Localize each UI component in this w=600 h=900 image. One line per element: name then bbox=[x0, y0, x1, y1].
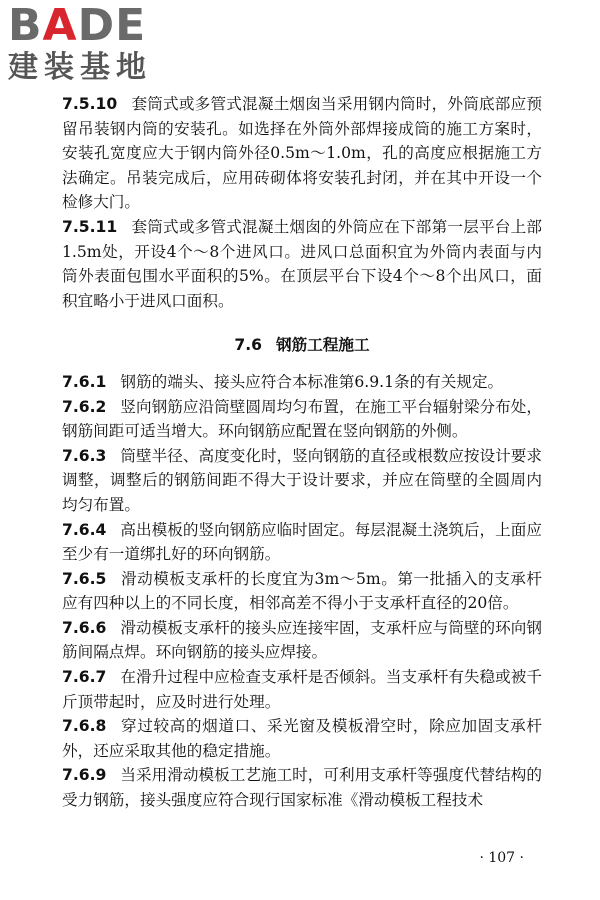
clause-paragraph bbox=[62, 714, 542, 763]
clause-paragraph bbox=[62, 567, 542, 616]
document-body bbox=[62, 92, 542, 813]
clause-text: 穿过较高的烟道口、采光窗及模板滑空时，除应加固支承杆外，还应采取其他的稳定措施。 bbox=[62, 717, 542, 760]
clause-number: 7.6.4 bbox=[62, 520, 107, 539]
clause-number: 7.6.2 bbox=[62, 397, 107, 416]
clause-text: 筒壁半径、高度变化时，竖向钢筋的直径或根数应按设计要求调整，调整后的钢筋间距不得大于设计要求，并应在筒壁的全圆周内均匀布置。 bbox=[62, 446, 542, 514]
clause-text: 滑动模板支承杆的长度宜为3m～5m。第一批插入的支承杆应有四种以上的不同长度，相邻高差不得小于支承杆直径的20倍。 bbox=[62, 569, 542, 613]
logo-subtitle: 建装基地 bbox=[8, 50, 152, 85]
clauses-7-6 bbox=[62, 370, 542, 813]
logo-suffix: DE bbox=[77, 0, 147, 51]
clause-text: 套筒式或多管式混凝土烟囱的外筒应在下部第一层平台上部1.5m处，开设4个～8个进风口。进风口总面积宜为外筒内表面与内筒外表面包围水平面积的5%。在顶层平台下设4个～8个出风口，面积宜略小于进风口面积。 bbox=[62, 217, 542, 310]
brand-logo bbox=[8, 0, 152, 86]
clause-number: 7.5.10 bbox=[62, 95, 118, 113]
clause-number: 7.6.8 bbox=[62, 717, 107, 736]
section-title: 钢筋工程施工 bbox=[276, 336, 370, 355]
clause-text: 钢筋的端头、接头应符合本标准第6.9.1条的有关规定。 bbox=[120, 372, 504, 391]
clause-paragraph bbox=[62, 215, 542, 313]
clause-number: 7.6.5 bbox=[62, 569, 107, 588]
page-number: · 107 · bbox=[479, 850, 524, 866]
logo-prefix: B bbox=[8, 0, 43, 51]
clause-number: 7.5.11 bbox=[62, 217, 118, 236]
clause-paragraph bbox=[62, 665, 542, 714]
clause-number: 7.6.3 bbox=[62, 446, 107, 465]
clauses-7-5 bbox=[62, 92, 542, 313]
clause-paragraph bbox=[62, 763, 542, 812]
clause-number: 7.6.9 bbox=[62, 766, 107, 785]
clause-number: 7.6.1 bbox=[62, 372, 107, 391]
logo-accent-letter: A bbox=[42, 0, 78, 51]
clause-paragraph bbox=[62, 518, 542, 567]
clause-text: 当采用滑动模板工艺施工时，可利用支承杆等强度代替结构的受力钢筋，接头强度应符合现行国家标准《滑动模板工程技术 bbox=[62, 766, 542, 810]
clause-number: 7.6.6 bbox=[62, 618, 107, 637]
clause-text: 竖向钢筋应沿筒壁圆周均匀布置，在施工平台辐射梁分布处，钢筋间距可适当增大。环向钢筋应配置在竖向钢筋的外侧。 bbox=[62, 397, 542, 441]
section-number: 7.6 bbox=[234, 336, 263, 355]
clause-paragraph bbox=[62, 616, 542, 665]
logo-wordmark bbox=[8, 0, 152, 51]
clause-text: 高出模板的竖向钢筋应临时固定。每层混凝土浇筑后，上面应至少有一道绑扎好的环向钢筋。 bbox=[62, 520, 542, 564]
clause-paragraph bbox=[62, 370, 542, 395]
clause-text: 在滑升过程中应检查支承杆是否倾斜。当支承杆有失稳或被千斤顶带起时，应及时进行处理。 bbox=[62, 668, 542, 711]
clause-paragraph bbox=[62, 395, 542, 444]
clause-number: 7.6.7 bbox=[62, 668, 107, 687]
clause-paragraph bbox=[62, 92, 542, 215]
clause-text: 滑动模板支承杆的接头应连接牢固，支承杆应与筒壁的环向钢筋间隔点焊。环向钢筋的接头应焊接。 bbox=[62, 618, 542, 662]
clause-text: 套筒式或多管式混凝土烟囱当采用钢内筒时，外筒底部应预留吊装钢内筒的安装孔。如选择在外筒外部焊接成筒的施工方案时，安装孔宽度应大于钢内筒外径0.5m～1.0m，孔的高度应根据施工方法确定。吊装完成后，应用砖砌体将安装孔封闭，并在其中开设一个检修大门。 bbox=[62, 95, 542, 212]
clause-paragraph bbox=[62, 444, 542, 518]
section-heading bbox=[62, 333, 542, 358]
